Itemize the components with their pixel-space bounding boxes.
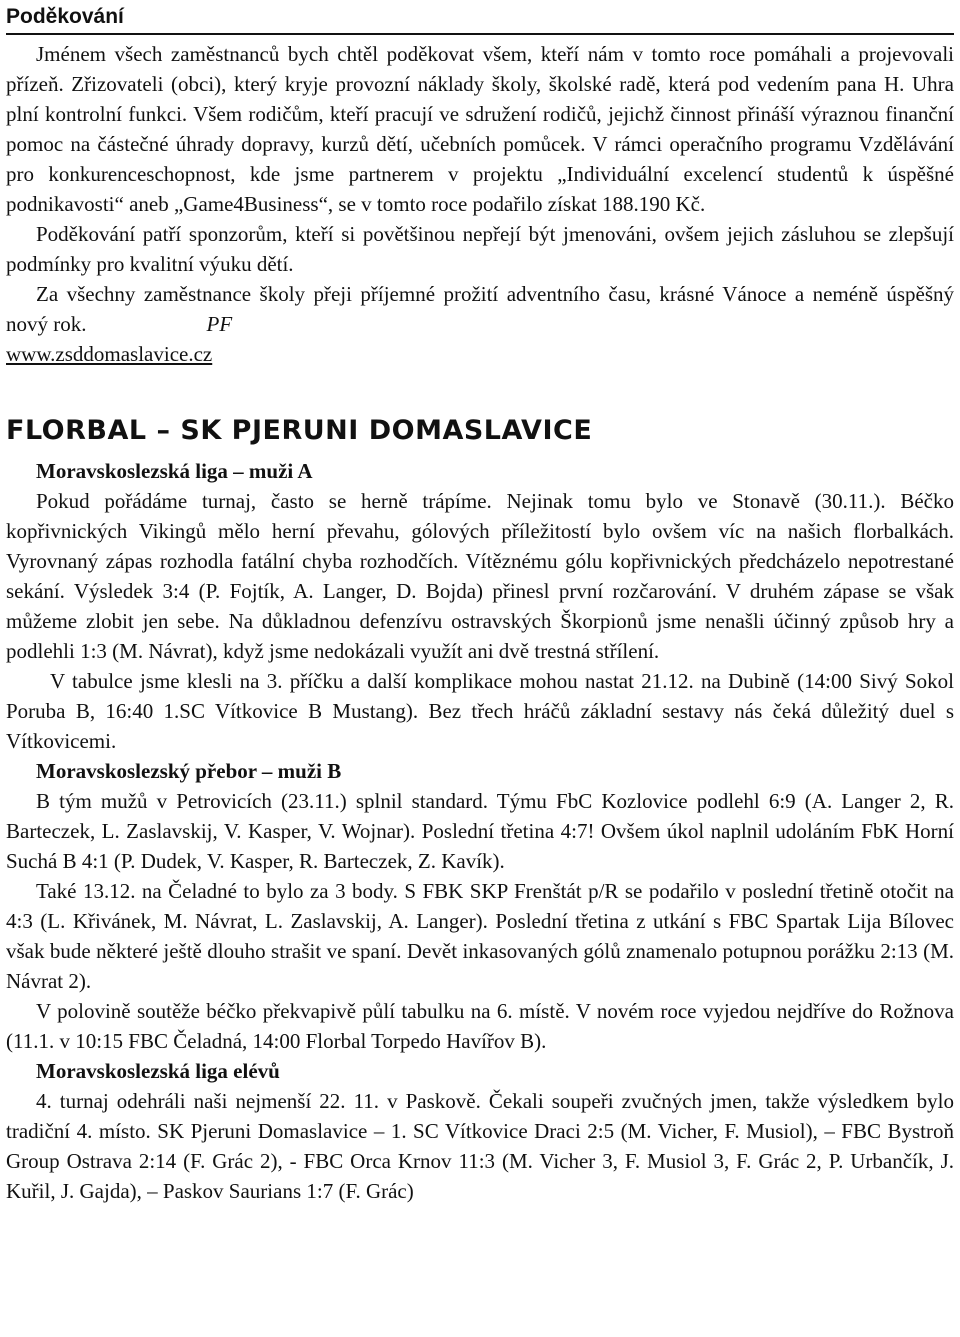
league-b-paragraph-3: V polovině soutěže béčko překvapivě půlí tabulku na 6. místě. V novém roce vyjedou nejdříve do Rožnova (11.1. v 10:15 FBC Čeladná, 14:00 Florbal Torpedo Havířov B). (6, 999, 954, 1053)
title-divider (6, 33, 954, 35)
thanks-title: Poděkování (6, 5, 124, 28)
league-a-title: Moravskoslezská liga – muži A (36, 459, 313, 483)
league-a-paragraph-1: Pokud pořádáme turnaj, často se herně trápíme. Nejinak tomu bylo ve Stonavě (30.11.). Béčko kopřivnických Vikingů mělo herní převahu, gólových příležitostí bylo ovšem víc na našich florbalkách. Vyrovnaný zápas rozhodla fatální chyba rozhodčích. Vítěznému gólu kopřivnických předcházelo nepotrestané sekání. Výsledek 3:4 (P. Fojtík, A. Langer, D. Bojda) přinesl první rozčarování. V druhém zápase se však můžeme zlobit jen sebe. Na důkladnou defenzívu ostravských Škorpionů jsme nenašli účinný způsob hry a podlehli 1:3 (M. Návrat), když jsme nedokázali využít ani dvě trestná střílení. (6, 489, 954, 663)
thanks-paragraph-1: Jménem všech zaměstnanců bych chtěl poděkovat všem, kteří nám v tomto roce pomáhali a projevovali přízeň. Zřizovateli (obci), který kryje provozní náklady školy, školské radě, která pod vedením pana H. Uhra plní kontrolní funkci. Všem rodičům, kteří pracují ve sdružení rodičů, jejichž činnost přináší výraznou finanční pomoc na částečné úhrady dopravy, kurzů dětí, učebních pomůcek. V rámci operačního programu Vzdělávání pro konkurenceschopnost, kde jsme partnerem v projektu „Individuální excelencí studentů k úspěšné podnikavosti“ aneb „Game4Business“, se v tomto roce podařilo získat 188.190 Kč. (6, 42, 954, 216)
pf-signature: PF (206, 312, 233, 336)
document-page (6, 0, 954, 1206)
website-link[interactable]: www.zsddomaslavice.cz (6, 342, 213, 366)
league-b-title: Moravskoslezský přebor – muži B (36, 759, 342, 783)
league-a-paragraph-2: V tabulce jsme klesli na 3. příčku a další komplikace mohou nastat 21.12. na Dubině (14:00 Sivý Sokol Poruba B, 16:40 1.SC Vítkovice B Mustang). Bez třech hráčů základní sestavy nás čeká důležitý duel s Vítkovicemi. (6, 669, 954, 753)
thanks-paragraph-2: Poděkování patří sponzorům, kteří si povětšinou nepřejí být jmenováni, ovšem jejich zásluhou se zlepšují podmínky pro kvalitní výuku dětí. (6, 222, 954, 276)
thanks-paragraph-3-text: Za všechny zaměstnance školy přeji příjemné prožití adventního času, krásné Vánoce a neméně úspěšný nový rok. (6, 282, 954, 336)
thanks-paragraph-3 (6, 279, 954, 339)
league-elev-paragraph-1: 4. turnaj odehráli naši nejmenší 22. 11. v Paskově. Čekali soupeři zvučných jmen, takže výsledkem bylo tradiční 4. místo. SK Pjeruni Domaslavice – 1. SC Vítkovice Draci 2:5 (M. Vicher, F. Musiol), – FBC Bystroň Group Ostrava 2:14 (F. Grác 2), - FBC Orca Krnov 11:3 (M. Vicher 3, F. Musiol 3, F. Grác 2, P. Urbančík, J. Kuřil, J. Gajda), – Paskov Saurians 1:7 (F. Grác) (6, 1089, 954, 1203)
league-b-paragraph-1: B tým mužů v Petrovicích (23.11.) splnil standard. Týmu FbC Kozlovice podlehl 6:9 (A. Langer 2, R. Barteczek, L. Zaslavskij, V. Kasper, V. Wojnar). Poslední třetina 4:7! Ovšem úkol naplnil udoláním FbK Horní Suchá B 4:1 (P. Dudek, V. Kasper, R. Barteczek, Z. Kavík). (6, 789, 954, 873)
league-elev-title: Moravskoslezská liga elévů (36, 1059, 280, 1083)
league-b-paragraph-2: Také 13.12. na Čeladné to bylo za 3 body. S FBK SKP Frenštát p/R se podařilo v poslední třetině otočit na 4:3 (L. Křivánek, M. Návrat, L. Zaslavskij, A. Langer). Poslední třetina z utkání s FBC Spartak Lija Bílovec však bude některé ještě dlouho strašit ve spaní. Devět inkasovaných gólů znamenalo potupnou porážku 2:13 (M. Návrat 2). (6, 879, 954, 993)
florbal-heading: FLORBAL – SK PJERUNI DOMASLAVICE (6, 415, 593, 446)
